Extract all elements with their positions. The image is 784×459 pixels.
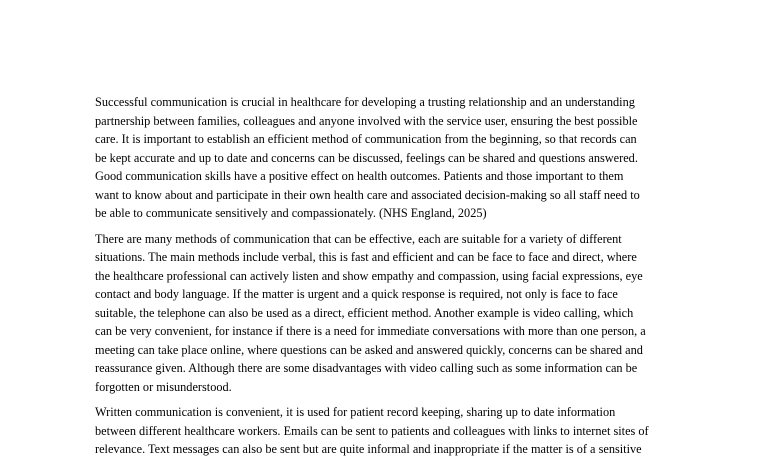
text-line: Successful communication is crucial in healthcare for developing a trusting relationship and an understanding: [95, 95, 635, 109]
text-line: forgotten or misunderstood.: [95, 379, 232, 394]
text-line: situations. The main methods include verbal, this is fast and efficient and can be face to face and direct, where: [95, 250, 637, 264]
text-line: Good communication skills have a positive effect on health outcomes. Patients and those important to them: [95, 169, 624, 183]
text-line: Written communication is convenient, it is used for patient record keeping, sharing up to date information: [95, 405, 616, 419]
text-line: care. It is important to establish an efficient method of communication from the beginning, so that records can: [95, 132, 637, 146]
text-line: reassurance given. Although there are some disadvantages with video calling such as some information can be: [95, 361, 638, 375]
paragraph-communication-methods: [95, 230, 695, 397]
text-line: suitable, the telephone can also be used as a direct, efficient method. Another example is video calling, which: [95, 305, 634, 320]
document-body: [95, 93, 695, 459]
paragraph-communication-importance: [95, 93, 695, 223]
paragraph-written-communication: [95, 403, 695, 459]
text-line: relevance. Text messages can also be sent but are quite informal and inappropriate if the matter is of a sensitive: [95, 442, 642, 456]
text-line: partnership between families, colleagues and anyone involved with the service user, ensuring the best possible: [95, 113, 638, 128]
text-line: be kept accurate and up to date and concerns can be discussed, feelings can be shared and questions answered.: [95, 150, 638, 165]
text-line: can be very convenient, for instance if there is a need for immediate conversations with more than one person, a: [95, 324, 646, 338]
text-line: meeting can take place online, where questions can be asked and answered quickly, concerns can be shared and: [95, 342, 643, 357]
text-line: be able to communicate sensitively and compassionately. (NHS England, 2025): [95, 206, 487, 220]
text-line: the healthcare professional can actively listen and show empathy and compassion, using facial expressions, eye: [95, 268, 643, 283]
text-line: contact and body language. If the matter is urgent and a quick response is required, not only is face to face: [95, 287, 618, 301]
text-line: between different healthcare workers. Emails can be sent to patients and colleagues with links to internet sites of: [95, 423, 649, 438]
text-line: want to know about and participate in their own health care and associated decision-making so all staff need to: [95, 187, 640, 202]
text-line: There are many methods of communication that can be effective, each are suitable for a variety of different: [95, 231, 622, 246]
